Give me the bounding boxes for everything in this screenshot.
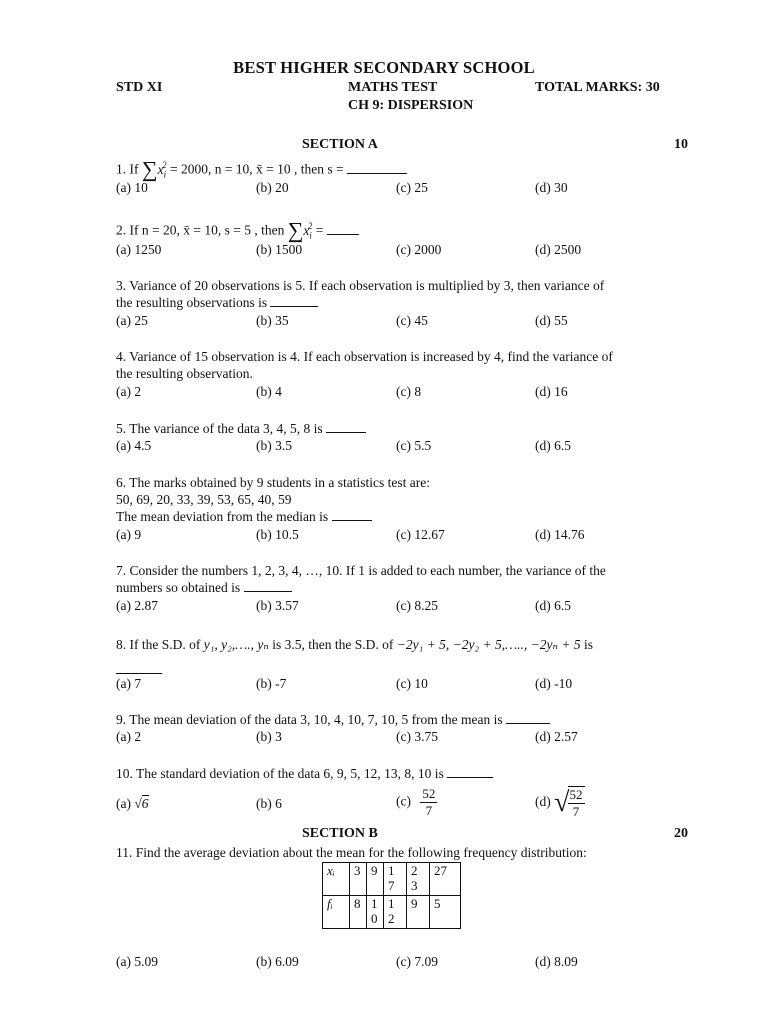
option-b: (b) 3.5 xyxy=(256,438,292,453)
standard-label: STD XI xyxy=(116,80,163,95)
q8-mid: is 3.5, then the S.D. of xyxy=(272,637,394,652)
option-d: (d) √ $\frac{52}{7}$ xyxy=(535,787,583,819)
answer-blank xyxy=(447,765,493,778)
option-d: (d) 2500 xyxy=(535,242,582,257)
answer-blank xyxy=(244,579,292,592)
section-a-marks: 10 xyxy=(674,137,688,152)
question-9 xyxy=(116,711,550,728)
answer-blank xyxy=(332,508,372,521)
option-d: (d) 16 xyxy=(535,384,568,399)
option-d: (d) -10 xyxy=(535,676,573,691)
q10-options xyxy=(0,786,768,826)
option-a: (a) 9 xyxy=(116,527,142,542)
sqrt-icon: √ xyxy=(554,787,570,818)
q8-series2: −2y₁ + 5, −2y₂ + 5,….., −2yₙ + 5 xyxy=(396,637,581,652)
fraction: $\frac{52}{7}$ xyxy=(569,787,583,819)
q8-prefix: 8. If the S.D. of xyxy=(116,637,201,652)
option-c: (c) 8.25 xyxy=(396,598,438,613)
option-a: (a) 5.09 xyxy=(116,954,158,969)
q8-series1: y₁, y₂,…., yₙ xyxy=(203,637,269,652)
option-a: (a) 7 xyxy=(116,676,142,691)
table-cell: 3 xyxy=(350,863,367,896)
answer-blank xyxy=(270,294,318,307)
frequency-table xyxy=(322,862,461,929)
question-6 xyxy=(116,474,430,525)
section-b-title: SECTION B xyxy=(302,826,378,841)
sqrt-icon: √ xyxy=(134,796,142,811)
table-cell: 9 xyxy=(407,896,430,929)
section-b-marks: 20 xyxy=(674,826,688,841)
answer-blank xyxy=(347,161,407,174)
answer-blank xyxy=(326,420,366,433)
q7-line1: 7. Consider the numbers 1, 2, 3, 4, …, 10. If 1 is added to each number, the variance of the xyxy=(116,563,606,578)
option-b: (b) 1500 xyxy=(256,242,303,257)
option-a: (a) 10 xyxy=(116,180,148,195)
table-cell: 1 2 xyxy=(384,896,407,929)
option-b: (b) 6 xyxy=(256,796,282,811)
table-row xyxy=(323,896,461,929)
answer-blank xyxy=(116,660,162,674)
option-b: (b) 35 xyxy=(256,313,289,328)
sigma-symbol: ∑ xyxy=(141,156,158,182)
sqrt-radicand: 6 xyxy=(141,796,149,811)
q2-expr: n = 20, x̄ = 10, s = 5 , then xyxy=(141,222,285,238)
option-a: (a) 4.5 xyxy=(116,438,152,453)
question-8 xyxy=(116,636,593,653)
option-b: (b) 4 xyxy=(256,384,282,399)
question-10 xyxy=(116,765,493,782)
option-a: (a) 25 xyxy=(116,313,148,328)
table-cell: 2 3 xyxy=(407,863,430,896)
question-5 xyxy=(116,420,366,437)
table-row xyxy=(323,863,461,896)
q3-line2: the resulting observations is xyxy=(116,295,268,310)
x-squared: $x_i^2$ xyxy=(303,221,313,241)
x-header: xᵢ xyxy=(323,863,350,896)
option-b: (b) 3.57 xyxy=(256,598,299,613)
school-title: BEST HIGHER SECONDARY SCHOOL xyxy=(233,58,535,77)
answer-blank xyxy=(327,222,359,235)
question-2 xyxy=(116,218,359,244)
q6-line1: 6. The marks obtained by 9 students in a statistics test are: xyxy=(116,475,430,490)
option-d: (d) 14.76 xyxy=(535,527,585,542)
option-a: (a) 2 xyxy=(116,729,142,744)
q10-line1: 10. The standard deviation of the data 6, 9, 5, 12, 13, 8, 10 is xyxy=(116,766,444,781)
option-b: (b) 3 xyxy=(256,729,282,744)
table-cell: 27 xyxy=(430,863,461,896)
table-cell: 1 7 xyxy=(384,863,407,896)
q4-line1: 4. Variance of 15 observation is 4. If each observation is increased by 4, find the variance of xyxy=(116,349,613,364)
q3-line1: 3. Variance of 20 observations is 5. If each observation is multiplied by 3, then variance of xyxy=(116,278,605,293)
question-4 xyxy=(116,348,613,382)
q7-line2: numbers so obtained is xyxy=(116,580,241,595)
option-c: (c) 8 xyxy=(396,384,422,399)
option-a: (a) 2 xyxy=(116,384,142,399)
option-a: (a) 2.87 xyxy=(116,598,158,613)
question-3 xyxy=(116,277,604,311)
option-a: (a) √6 xyxy=(116,796,149,811)
option-c: (c) 2000 xyxy=(396,242,442,257)
q9-line1: 9. The mean deviation of the data 3, 10, 4, 10, 7, 10, 5 from the mean is xyxy=(116,712,503,727)
option-b: (b) 6.09 xyxy=(256,954,299,969)
option-c: (c) 7.09 xyxy=(396,954,438,969)
option-b: (b) 10.5 xyxy=(256,527,299,542)
q4-line2: the resulting observation. xyxy=(116,366,253,381)
q2-tail: = xyxy=(315,222,324,238)
x-squared: $x_i^2$ xyxy=(157,160,167,180)
q1-prefix: 1. If xyxy=(116,161,139,177)
option-d: (d) 30 xyxy=(535,180,568,195)
q6-line3: The mean deviation from the median is xyxy=(116,509,329,524)
q1-expr: = 2000, n = 10, x̄ = 10 , then s = xyxy=(169,161,344,177)
q2-prefix: 2. If xyxy=(116,222,139,238)
sigma-symbol: ∑ xyxy=(287,217,304,243)
option-b: (b) -7 xyxy=(256,676,287,691)
option-c: (c) $\frac{52}{7}$ xyxy=(396,786,436,818)
chapter-label: CH 9: DISPERSION xyxy=(348,98,474,113)
table-cell: 1 0 xyxy=(367,896,384,929)
option-d: (d) 6.5 xyxy=(535,438,571,453)
question-7 xyxy=(116,562,606,596)
option-c: (c) 10 xyxy=(396,676,428,691)
option-d: (d) 8.09 xyxy=(535,954,578,969)
question-11: 11. Find the average deviation about the mean for the following frequency distribution: xyxy=(116,845,587,860)
option-d: (d) 2.57 xyxy=(535,729,578,744)
option-c: (c) 12.67 xyxy=(396,527,445,542)
option-b: (b) 20 xyxy=(256,180,289,195)
subject-label: MATHS TEST xyxy=(348,80,438,95)
table-cell: 8 xyxy=(350,896,367,929)
section-a-title: SECTION A xyxy=(302,137,378,152)
option-c: (c) 5.5 xyxy=(396,438,432,453)
table-cell: 5 xyxy=(430,896,461,929)
answer-blank xyxy=(506,711,550,724)
option-d: (d) 55 xyxy=(535,313,568,328)
option-a: (a) 1250 xyxy=(116,242,162,257)
q6-data: 50, 69, 20, 33, 39, 53, 65, 40, 59 xyxy=(116,492,292,507)
table-cell: 9 xyxy=(367,863,384,896)
option-c: (c) 3.75 xyxy=(396,729,438,744)
fraction: $\frac{52}{7}$ xyxy=(422,786,436,818)
f-header: fᵢ xyxy=(323,896,350,929)
q5-line1: 5. The variance of the data 3, 4, 5, 8 is xyxy=(116,421,323,436)
option-c: (c) 25 xyxy=(396,180,428,195)
option-d: (d) 6.5 xyxy=(535,598,571,613)
option-c: (c) 45 xyxy=(396,313,428,328)
q8-suffix: is xyxy=(583,637,593,652)
total-marks-label: TOTAL MARKS: 30 xyxy=(535,80,660,95)
